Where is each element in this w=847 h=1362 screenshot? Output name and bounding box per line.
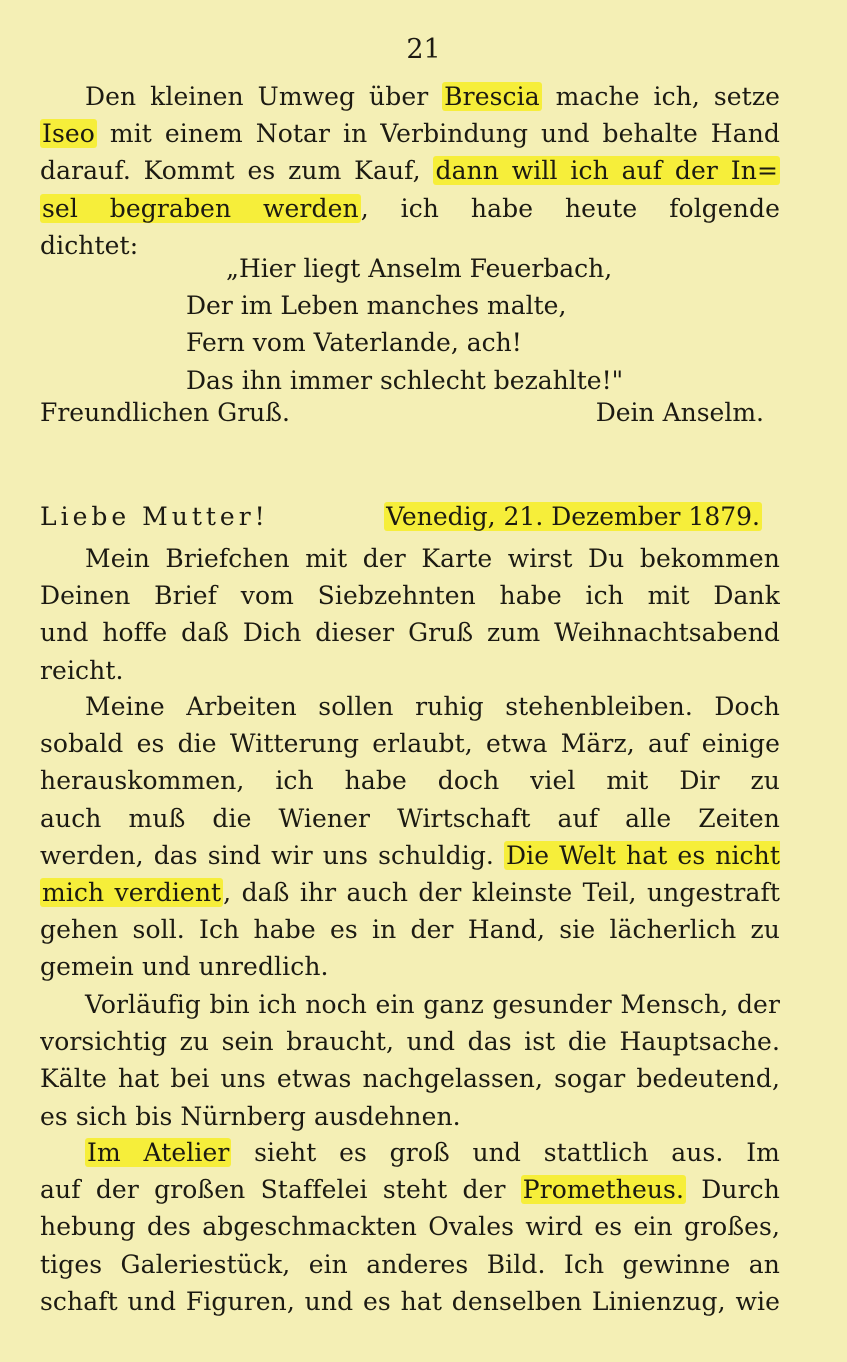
letter-date: Venedig, 21. Dezember 1879. — [386, 502, 760, 531]
text-line: reicht. — [40, 655, 124, 685]
text-line — [40, 1134, 780, 1171]
text-line: Kälte hat bei uns etwas nachgelassen, sogar bedeutend, — [40, 1064, 780, 1094]
text-line: schaft und Figuren, und es hat denselben Linienzug, wie — [40, 1286, 780, 1316]
text: , daß ihr auch der kleinste Teil, ungestraft — [223, 877, 780, 907]
text-line: tiges Galeriestück, ein anderes Bild. Ich gewinne an — [40, 1249, 780, 1279]
paragraph-3 — [40, 688, 780, 986]
highlighted-text: Die Welt hat es nicht — [40, 841, 780, 874]
text-line: Deinen Brief vom Siebzehnten habe ich mit Dank — [40, 581, 780, 611]
highlighted-text: Brescia — [444, 82, 540, 111]
text-line: Vorläufig bin ich noch ein ganz gesunder Mensch, der — [85, 990, 780, 1019]
text: sieht es groß und stattlich aus. Im — [254, 1138, 780, 1167]
greeting: Freundlichen Gruß. — [40, 398, 290, 427]
text: Durch — [701, 1175, 780, 1205]
letter-closing — [40, 398, 764, 427]
highlighted-text: mich verdient — [42, 877, 222, 907]
text: Den kleinen Umweg über — [85, 82, 443, 111]
text-line — [40, 837, 780, 874]
paragraph-5 — [40, 1134, 780, 1320]
text: , ich habe heute folgende — [360, 193, 780, 223]
highlighted-text: Im Atelier — [87, 1138, 230, 1167]
highlighted-text: sel begraben werden — [42, 193, 359, 223]
text-line: hebung des abgeschmackten Ovales wird es ein großes, — [40, 1212, 780, 1242]
text-line: dichtet: — [40, 230, 139, 260]
page-number: 21 — [406, 34, 441, 65]
salutation: Liebe Mutter! — [40, 502, 269, 531]
text-line: auch muß die Wiener Wirtschaft auf alle Zeiten — [40, 803, 780, 833]
text-line: Mein Briefchen mit der Karte wirst Du bekommen — [85, 544, 780, 573]
text-line — [40, 115, 780, 152]
highlighted-text: dann will ich auf der In= — [435, 156, 779, 186]
text-line: und hoffe daß Dich dieser Gruß zum Weihnachtsabend — [40, 618, 780, 648]
highlighted-text: Prometheus. — [522, 1175, 685, 1205]
text-line: sobald es die Witterung erlaubt, etwa März, auf einige — [40, 729, 780, 759]
letter-header — [40, 502, 780, 531]
poem-line: Fern vom Vaterlande, ach! — [186, 328, 522, 358]
text-line: es sich bis Nürnberg ausdehnen. — [40, 1101, 461, 1131]
paragraph-1 — [40, 78, 780, 264]
text-line — [40, 78, 780, 115]
text: mit einem Notar in Verbindung und behalte Hand — [96, 119, 780, 149]
poem-line: „Hier liegt Anselm Feuerbach, — [226, 254, 613, 283]
text-line: Meine Arbeiten sollen ruhig stehenbleiben. Doch — [85, 692, 780, 721]
signature: Dein Anselm. — [595, 398, 764, 427]
text-line — [40, 152, 780, 189]
highlighted-text: Iseo — [42, 119, 95, 149]
text-line: vorsichtig zu sein braucht, und das ist die Hauptsache. — [40, 1027, 780, 1057]
text-line — [40, 1171, 780, 1208]
text: auf der großen Staffelei steht der — [40, 1175, 521, 1205]
text-line: gehen soll. Ich habe es in der Hand, sie lächerlich zu — [40, 915, 780, 945]
poem-line: Das ihn immer schlecht bezahlte!" — [186, 365, 624, 395]
paragraph-2 — [40, 540, 780, 689]
text: darauf. Kommt es zum Kauf, — [40, 156, 434, 186]
epitaph-poem — [186, 250, 623, 399]
text-line: gemein und unredlich. — [40, 952, 329, 982]
text: mache ich, setze — [555, 82, 780, 111]
poem-line: Der im Leben manches malte, — [186, 291, 567, 321]
text-line — [40, 874, 780, 911]
text: werden, das sind wir uns schuldig. — [40, 840, 504, 870]
text-line — [40, 190, 780, 227]
paragraph-4 — [40, 986, 780, 1135]
text-line: herauskommen, ich habe doch viel mit Dir zu — [40, 766, 780, 796]
